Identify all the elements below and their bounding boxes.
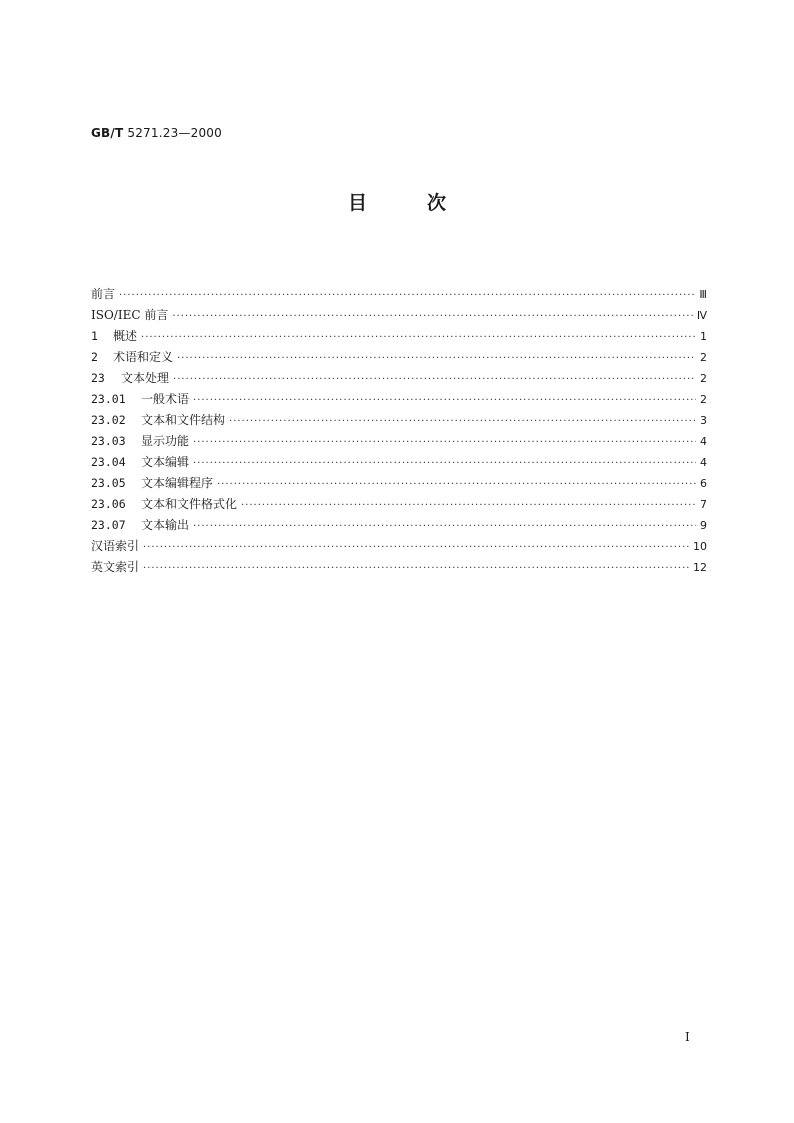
- toc-entry-label: ISO/IEC 前言: [91, 308, 169, 322]
- toc-entry-page: 2: [700, 351, 707, 364]
- toc-entry-label: 英文索引: [91, 560, 140, 574]
- toc-entry-label: 文本输出: [141, 518, 190, 532]
- toc-title: 目次: [347, 192, 506, 214]
- toc-entry-english-index[interactable]: [91, 557, 707, 578]
- toc-entry-1[interactable]: [91, 326, 707, 347]
- toc-dot-leader: [173, 369, 696, 390]
- toc-entry-number: 23.01: [91, 392, 126, 406]
- toc-entry-label: 汉语索引: [91, 539, 140, 553]
- toc-entry-number: 23.04: [91, 455, 126, 469]
- toc-entry-label: 显示功能: [141, 434, 190, 448]
- toc-dot-leader: [141, 327, 696, 348]
- toc-entry-label: 文本编辑程序: [141, 476, 214, 490]
- toc-dot-leader: [193, 432, 696, 453]
- toc-entry-label: 术语和定义: [113, 350, 174, 364]
- toc-dot-leader: [143, 558, 689, 579]
- toc-entry-page: 10: [693, 540, 707, 553]
- toc-entry-label: 文本和文件结构: [141, 413, 226, 427]
- toc-entry-23-04[interactable]: [91, 452, 707, 473]
- toc-entry-page: Ⅳ: [696, 309, 707, 322]
- toc-dot-leader: [229, 411, 696, 432]
- toc-entry-page: 6: [700, 477, 707, 490]
- toc-entry-page: 2: [700, 372, 707, 385]
- toc-entry-number: 23: [91, 371, 105, 385]
- toc-entry-2[interactable]: [91, 347, 707, 368]
- toc-dot-leader: [119, 285, 695, 306]
- standard-prefix: GB/T: [91, 126, 124, 140]
- toc-entry-page: 7: [700, 498, 707, 511]
- toc-entry-label: 概述: [113, 329, 138, 343]
- toc-entry-number: 1: [91, 329, 98, 343]
- toc-entry-page: 2: [700, 393, 707, 406]
- toc-dot-leader: [193, 516, 696, 537]
- toc-entry-page: 4: [700, 456, 707, 469]
- toc-entry-23-05[interactable]: [91, 473, 707, 494]
- toc-dot-leader: [241, 495, 696, 516]
- toc-entry-23-03[interactable]: [91, 431, 707, 452]
- toc-entry-preface[interactable]: [91, 284, 707, 305]
- toc-entry-page: 4: [700, 435, 707, 448]
- toc-entry-label: 文本和文件格式化: [141, 497, 238, 511]
- toc-entry-number: 23.06: [91, 497, 126, 511]
- toc-entry-23-01[interactable]: [91, 389, 707, 410]
- toc-dot-leader: [217, 474, 696, 495]
- toc-entry-number: 2: [91, 350, 98, 364]
- toc-dot-leader: [143, 537, 689, 558]
- toc-entry-number: 23.03: [91, 434, 126, 448]
- toc-entry-page: 12: [693, 561, 707, 574]
- table-of-contents: [91, 284, 707, 578]
- toc-dot-leader: [172, 306, 693, 327]
- toc-entry-number: 23.07: [91, 518, 126, 532]
- toc-entry-page: 3: [700, 414, 707, 427]
- toc-entry-label: 文本处理: [121, 371, 170, 385]
- toc-dot-leader: [193, 453, 696, 474]
- toc-dot-leader: [193, 390, 696, 411]
- toc-entry-label: 文本编辑: [141, 455, 190, 469]
- toc-entry-page: 9: [700, 519, 707, 532]
- toc-dot-leader: [177, 348, 696, 369]
- toc-entry-23-07[interactable]: [91, 515, 707, 536]
- toc-entry-23-02[interactable]: [91, 410, 707, 431]
- toc-entry-page: Ⅲ: [699, 288, 707, 301]
- toc-entry-label: 一般术语: [141, 392, 190, 406]
- standard-number: 5271.23—2000: [127, 126, 222, 140]
- toc-entry-chinese-index[interactable]: [91, 536, 707, 557]
- toc-entry-23[interactable]: [91, 368, 707, 389]
- page-number: I: [685, 1030, 690, 1044]
- standard-code: [91, 126, 222, 140]
- toc-entry-number: 23.02: [91, 413, 126, 427]
- toc-entry-23-06[interactable]: [91, 494, 707, 515]
- toc-entry-iso-iec-preface[interactable]: [91, 305, 707, 326]
- toc-entry-page: 1: [700, 330, 707, 343]
- toc-entry-label: 前言: [91, 287, 116, 301]
- toc-entry-number: 23.05: [91, 476, 126, 490]
